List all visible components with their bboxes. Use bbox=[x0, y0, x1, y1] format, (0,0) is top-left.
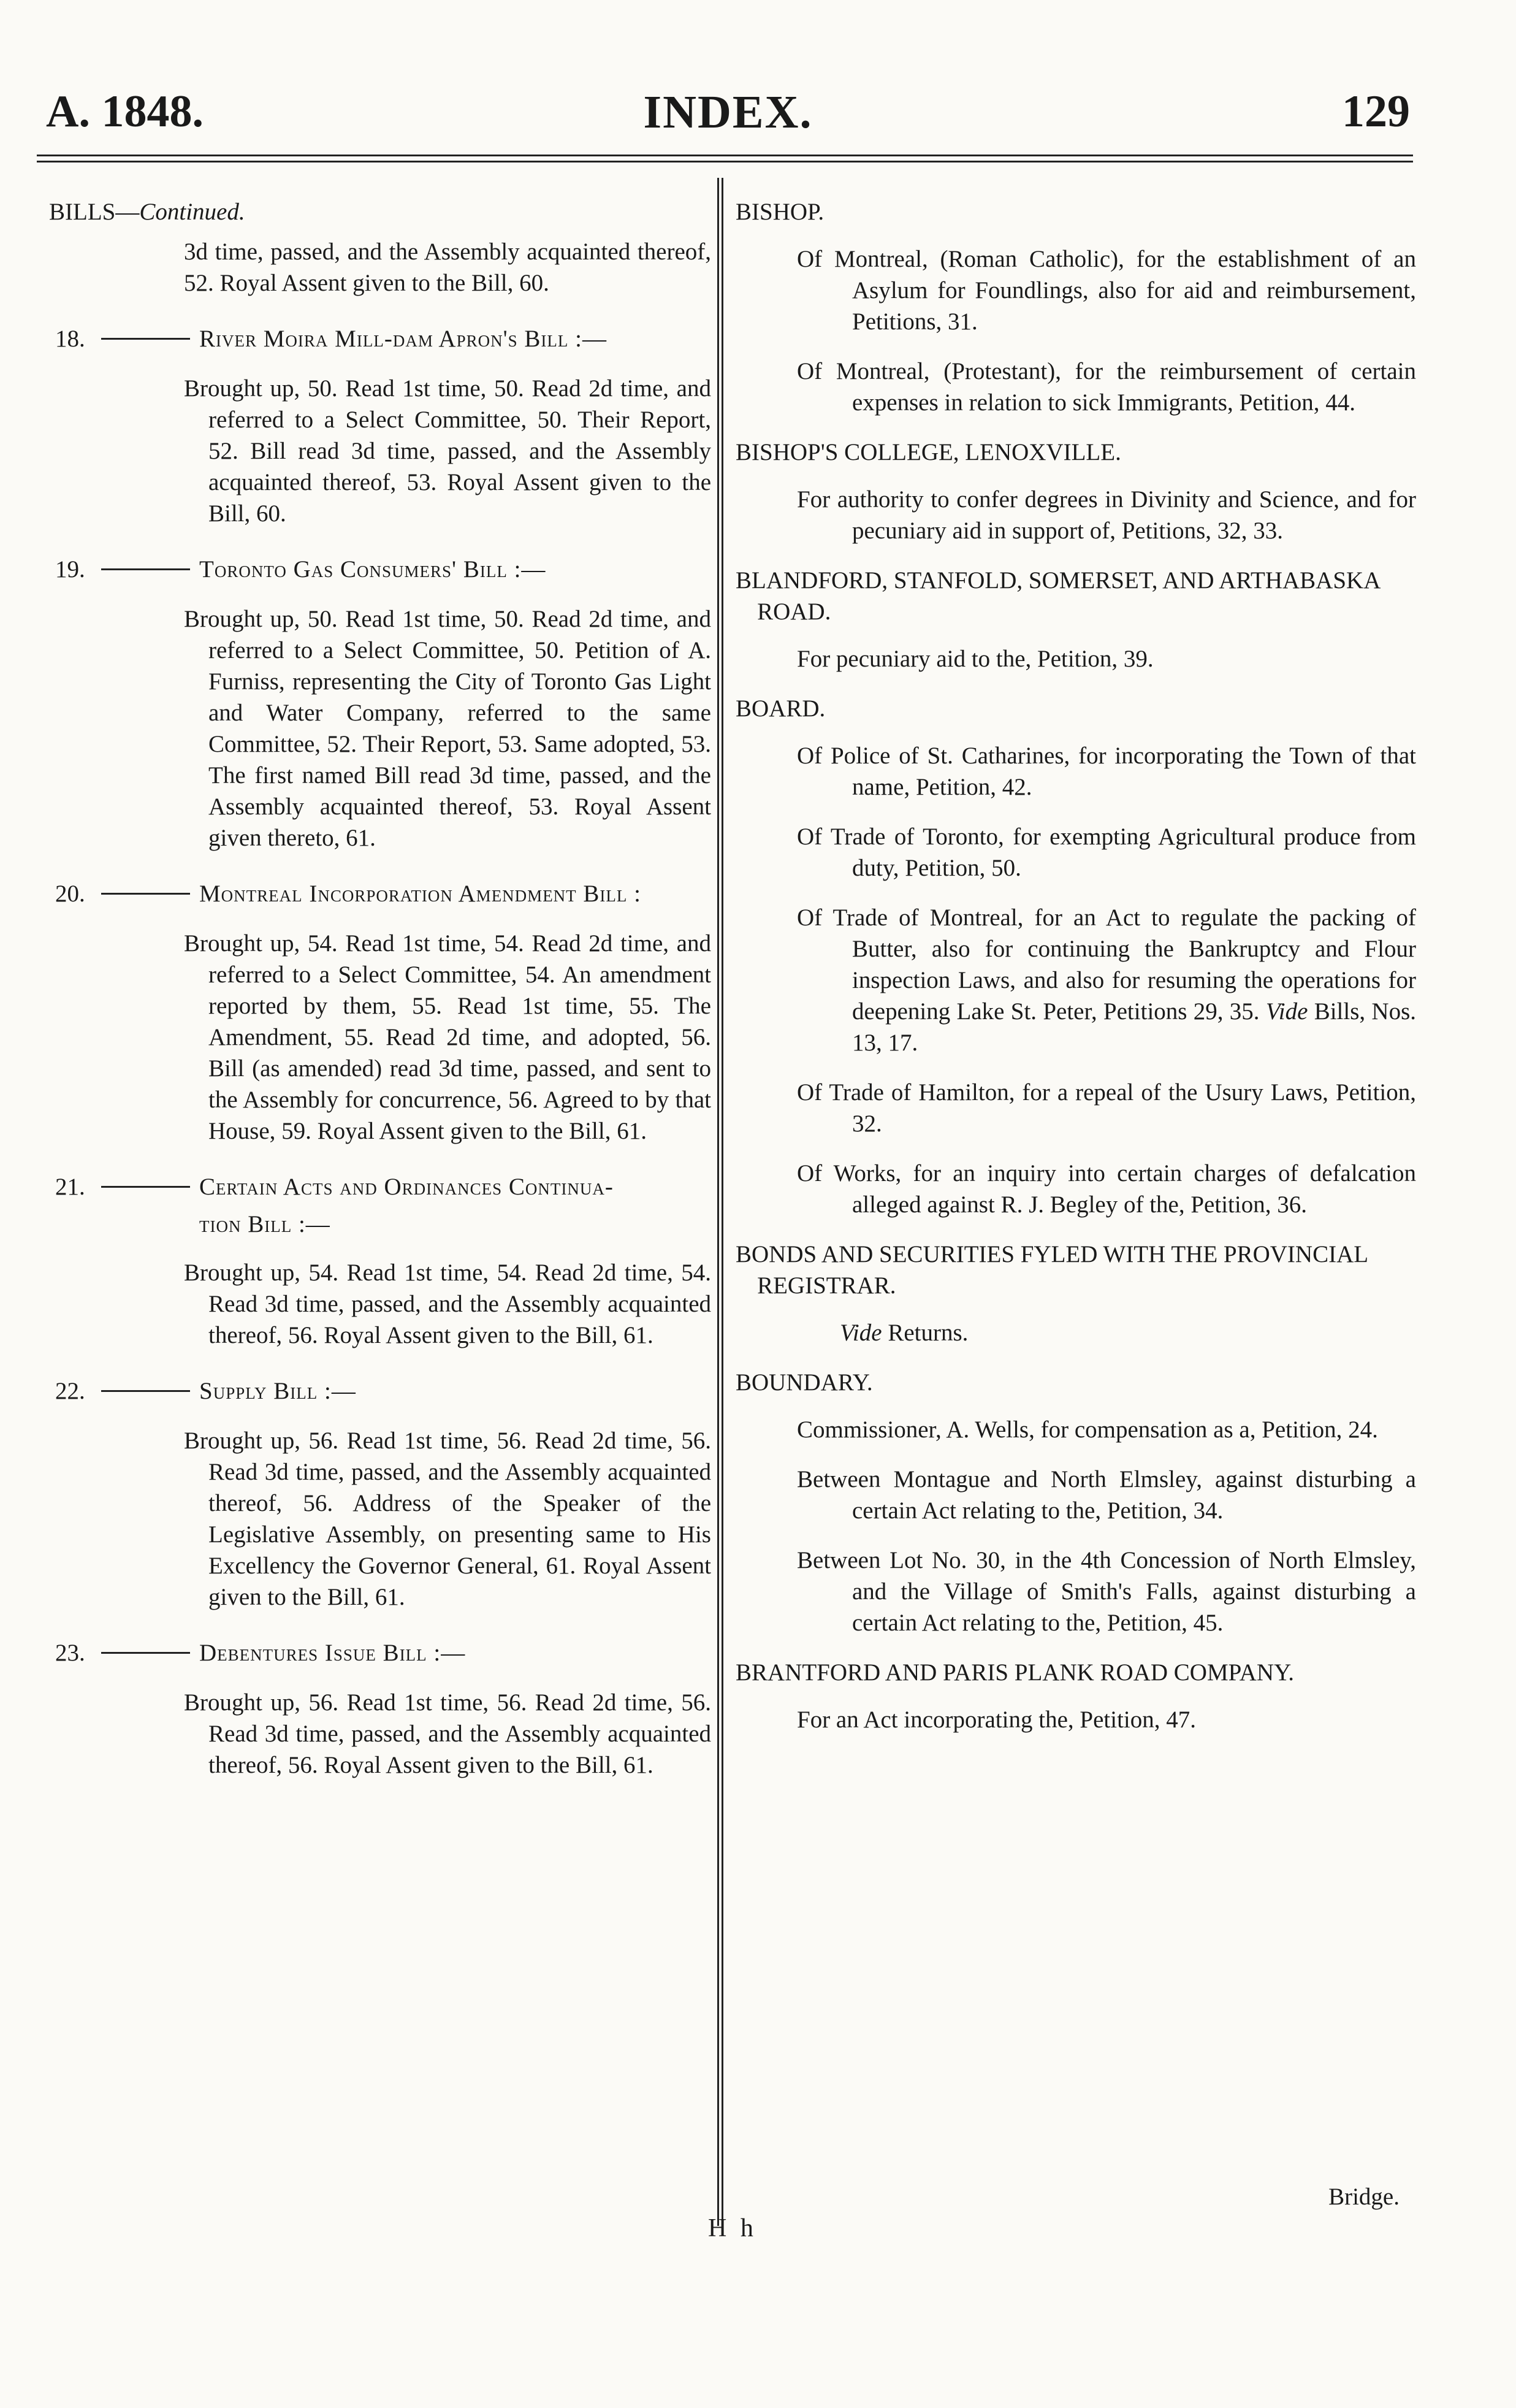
index-entry: Of Montreal, (Roman Catholic), for the establishment of an Asylum for Foundlings, also for aid and reimbursement, Petitions, 31. bbox=[797, 246, 1416, 335]
index-entry: For an Act incorporating the, Petition, 47. bbox=[797, 1707, 1196, 1733]
bill-header: 23. Debentures Issue Bill :— bbox=[55, 1640, 466, 1666]
header-rule-top bbox=[37, 155, 1413, 156]
index-entry: Of Trade of Toronto, for exempting Agricultural produce from duty, Petition, 50. bbox=[797, 824, 1416, 881]
index-heading: BONDS AND SECURITIES FYLED WITH THE PROVINCIAL REGISTRAR. bbox=[736, 1241, 1368, 1299]
index-heading: BISHOP. bbox=[736, 199, 825, 225]
index-entry: Commissioner, A. Wells, for compensation as a, Petition, 24. bbox=[797, 1416, 1378, 1443]
bill-title-continued: tion Bill :— bbox=[199, 1211, 330, 1237]
header-rule-bottom bbox=[37, 161, 1413, 162]
continued-heading: BILLS—Continued. bbox=[49, 199, 245, 225]
left-column bbox=[49, 196, 711, 1798]
bill-entry: Brought up, 54. Read 1st time, 54. Read 2d time, 54. Read 3d time, passed, and the Assembly acquainted thereof, 56. Royal Assent given to the Bill, 61. bbox=[184, 1259, 711, 1348]
index-heading: BISHOP'S COLLEGE, LENOXVILLE. bbox=[736, 439, 1121, 465]
index-entry: For authority to confer degrees in Divinity and Science, and for pecuniary aid in support of, Petitions, 32, 33. bbox=[797, 486, 1416, 544]
column-divider bbox=[717, 178, 723, 2226]
cross-reference: Vide Returns. bbox=[840, 1320, 969, 1346]
intro-text: 3d time, passed, and the Assembly acquainted thereof, 52. Royal Assent given to the Bill, 60. bbox=[184, 239, 711, 296]
index-entry: Of Police of St. Catharines, for incorporating the Town of that name, Petition, 42. bbox=[797, 743, 1416, 800]
page-number: 129 bbox=[1342, 86, 1410, 137]
bill-header: 20. Montreal Incorporation Amendment Bill : bbox=[55, 881, 641, 907]
running-header bbox=[46, 86, 1410, 138]
catchword: Bridge. bbox=[1328, 2184, 1400, 2210]
bill-entry: Brought up, 50. Read 1st time, 50. Read 2d time, and referred to a Select Committee, 50. Their Report, 52. Bill read 3d time, passed, and the Assembly acquainted thereof, 53. Royal Assent given to the Bill, 60. bbox=[184, 375, 711, 527]
bill-entry: Brought up, 54. Read 1st time, 54. Read 2d time, and referred to a Select Committee, 54. An amendment reported by them, 55. Read 1st time, 55. The Amendment, 55. Read 2d time, and adopted, 56. Bill (as amended) read 3d time, passed, and sent to the Assembly for concurrence, 56. Agreed to by that House, 59. Royal Assent given to the Bill, 61. bbox=[184, 930, 711, 1144]
bill-entry: Brought up, 56. Read 1st time, 56. Read 2d time, 56. Read 3d time, passed, and the Assembly acquainted thereof, 56. Royal Assent given to the Bill, 61. bbox=[184, 1689, 711, 1778]
index-heading: BOARD. bbox=[736, 695, 826, 722]
index-heading: BLANDFORD, STANFOLD, SOMERSET, AND ARTHABASKA ROAD. bbox=[736, 567, 1380, 625]
index-entry: Of Trade of Hamilton, for a repeal of the Usury Laws, Petition, 32. bbox=[797, 1079, 1416, 1137]
bill-header: 18. River Moira Mill-dam Apron's Bill :— bbox=[55, 326, 607, 352]
index-entry: For pecuniary aid to the, Petition, 39. bbox=[797, 646, 1154, 672]
bill-header: 21. Certain Acts and Ordinances Continua- bbox=[55, 1174, 614, 1200]
index-heading: BRANTFORD AND PARIS PLANK ROAD COMPANY. bbox=[736, 1659, 1294, 1686]
index-entry: Of Montreal, (Protestant), for the reimbursement of certain expenses in relation to sick Immigrants, Petition, 44. bbox=[797, 358, 1416, 416]
index-heading: BOUNDARY. bbox=[736, 1369, 873, 1396]
bill-header: 19. Toronto Gas Consumers' Bill :— bbox=[55, 556, 546, 583]
index-entry: Between Lot No. 30, in the 4th Concession of North Elmsley, and the Village of Smith's Falls, against disturbing a certain Act relating to the, Petition, 45. bbox=[797, 1547, 1416, 1636]
right-column bbox=[736, 196, 1416, 1754]
header-year: A. 1848. bbox=[46, 86, 204, 137]
signature-mark: H h bbox=[708, 2214, 757, 2242]
index-entry: Between Montague and North Elmsley, against disturbing a certain Act relating to the, Petition, 34. bbox=[797, 1466, 1416, 1524]
header-title: INDEX. bbox=[643, 86, 813, 138]
index-entry: Of Trade of Montreal, for an Act to regulate the packing of Butter, also for continuing the Bankruptcy and Flour inspection Laws, and also for resuming the operations for deepening Lake St. Peter, Petitions 29, 35. Vide Bills, Nos. 13, 17. bbox=[797, 904, 1417, 1056]
bill-header: 22. Supply Bill :— bbox=[55, 1378, 356, 1404]
bill-entry: Brought up, 56. Read 1st time, 56. Read 2d time, 56. Read 3d time, passed, and the Assembly acquainted thereof, 56. Address of the Speaker of the Legislative Assembly, on presenting same to His Excellency the Governor General, 61. Royal Assent given to the Bill, 61. bbox=[184, 1428, 711, 1610]
bill-entry: Brought up, 50. Read 1st time, 50. Read 2d time, and referred to a Select Committee, 50. Petition of A. Furniss, representing the City of Toronto Gas Light and Water Company, referred to the same Committee, 52. Their Report, 53. Same adopted, 53. The first named Bill read 3d time, passed, and the Assembly acquainted thereof, 53. Royal Assent given thereto, 61. bbox=[184, 606, 711, 851]
index-entry: Of Works, for an inquiry into certain charges of defalcation alleged against R. J. Begley of the, Petition, 36. bbox=[797, 1160, 1416, 1218]
